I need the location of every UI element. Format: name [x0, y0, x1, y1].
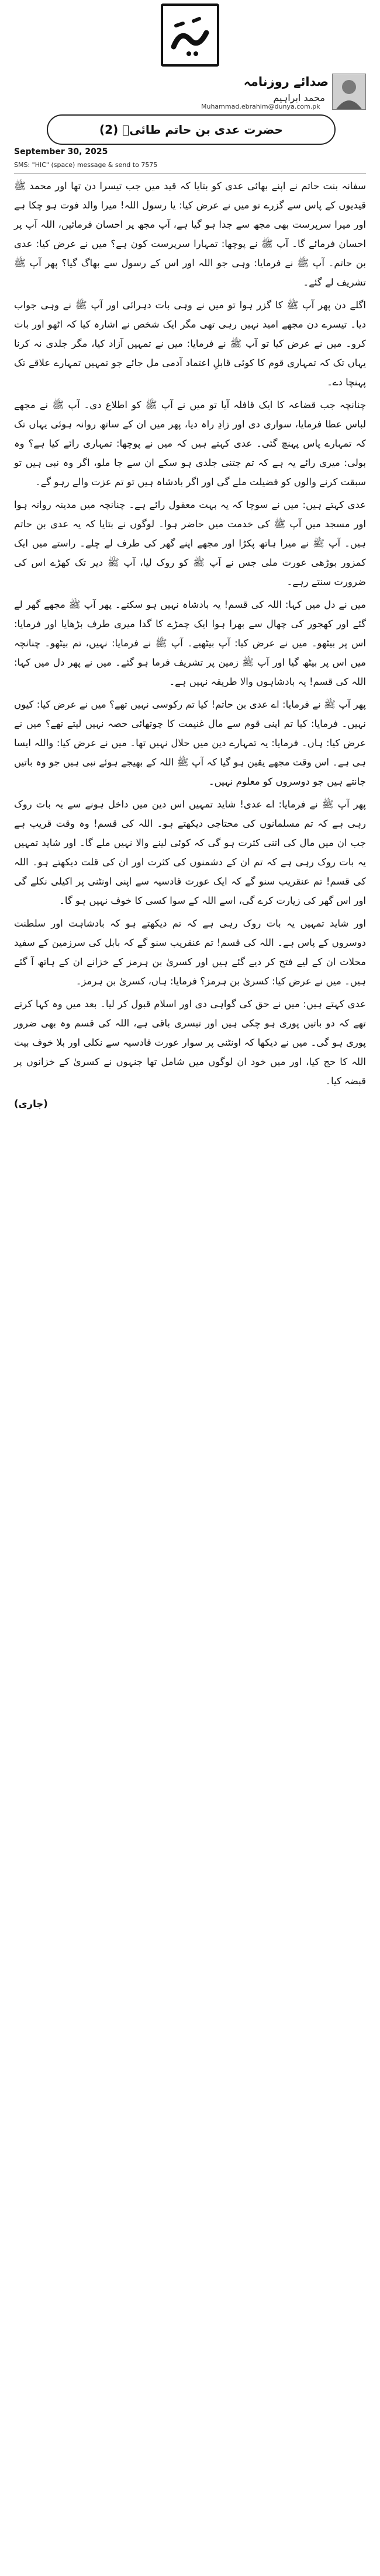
paragraph: میں نے دل میں کہا: اللہ کی قسم! یہ بادشاہ نہیں ہو سکتے۔ پھر آپ ﷺ مجھے گھر لے گئے اور کھجور کی چھال سے بھرا ہوا ایک چمڑے کا گدا میری طرف بڑھایا اور فرمایا: اس پر بیٹھو۔ میں نے عرض کیا: آپ بیٹھیے۔ آپ ﷺ نے فرمایا: نہیں، تم بیٹھو۔ چنانچہ میں اس پر بیٹھ گیا اور آپ ﷺ زمین پر تشریف فرما ہو گئے۔ میں نے پھر دل میں کہا: اللہ کی قسم! یہ بادشاہوں والا طریقہ نہیں ہے۔ [14, 599, 366, 687]
sms-instruction: SMS: "HIC" (space) message & send to 7575 [14, 161, 158, 169]
paragraph: عدی کہتے ہیں: میں نے حق کی گواہی دی اور اسلام قبول کر لیا۔ بعد میں وہ کہا کرتے تھے کہ دو باتیں پوری ہو چکی ہیں اور تیسری باقی ہے، اللہ کی قسم وہ بھی ضرور پوری ہو گی۔ میں نے دیکھا کہ اونٹنی پر سوار عورت قادسیہ سے نکلی اور بلا خوف بیت اللہ کا حج کیا، اور میں خود ان لوگوں میں شامل تھا جنہوں نے کسریٰ کے خزانوں پر قبضہ کیا۔ [14, 998, 366, 1087]
article-date: September 30, 2025 [14, 147, 108, 156]
column-name: صدائے روزنامہ [243, 75, 329, 89]
author-email[interactable]: Muhammad.ebrahim@dunya.com.pk [201, 103, 320, 110]
dunya-logo-icon [163, 6, 217, 64]
paragraph: چنانچہ جب قضاعہ کا ایک قافلہ آیا تو میں نے آپ ﷺ کو اطلاع دی۔ آپ ﷺ نے مجھے لباس عطا فرمایا، سواری دی اور زادِ راہ دیا، پھر میں ان کے ساتھ روانہ ہوئی یہاں تک کہ تمہارے پاس پہنچ گئی۔ عدی کہتے ہیں کہ میں نے پوچھا: تمہاری رائے کیا ہے؟ وہ بولی: میری رائے یہ ہے کہ تم جتنی جلدی ہو سکے ان سے جا ملو، اگر وہ نبی ہیں تو سبقت کرنے والوں کو فضیلت ملے گی اور اگر بادشاہ ہیں تو تم عزت والے رہو گے۔ [14, 399, 366, 488]
newspaper-logo [161, 4, 219, 67]
paragraph: عدی کہتے ہیں: میں نے سوچا کہ یہ بہت معقول رائے ہے۔ چنانچہ میں مدینہ روانہ ہوا اور مسجد میں آپ ﷺ کی خدمت میں حاضر ہوا۔ لوگوں نے بتایا کہ یہ عدی بن حاتم ہیں۔ آپ ﷺ نے میرا ہاتھ پکڑا اور مجھے اپنے گھر کی طرف لے چلے۔ راستے میں ایک کمزور بوڑھی عورت ملی جس نے آپ ﷺ کو روک لیا، آپ ﷺ دیر تک کھڑے اس کی ضرورت سنتے رہے۔ [14, 499, 366, 587]
paragraph: اور شاید تمہیں یہ بات روک رہی ہے کہ تم دیکھتے ہو کہ بادشاہت اور سلطنت دوسروں کے پاس ہے۔ اللہ کی قسم! تم عنقریب سنو گے کہ بابل کی سرزمین کے سفید محلات ان کے لیے فتح کر دیے گئے ہیں اور کسریٰ بن ہرمز کے خزانے ان کے ہاتھ آ گئے ہیں۔ میں نے عرض کیا: کسریٰ بن ہرمز؟ فرمایا: ہاں، کسریٰ بن ہرمز۔ [14, 918, 366, 987]
person-icon [333, 74, 365, 109]
author-name: محمد ابراہیم [273, 92, 325, 103]
author-photo [332, 74, 366, 110]
paragraph: پھر آپ ﷺ نے فرمایا: اے عدی بن حاتم! کیا تم رکوسی نہیں تھے؟ میں نے عرض کیا: کیوں نہیں۔ فرمایا: کیا تم اپنی قوم سے مال غنیمت کا چوتھائی حصہ نہیں لیتے تھے؟ میں نے عرض کیا: ہاں۔ فرمایا: یہ تمہارے دین میں حلال نہیں تھا۔ میں نے عرض کیا: واللہ ایسا ہی ہے۔ اس وقت مجھے یقین ہو گیا کہ آپ ﷺ اللہ کے بھیجے ہوئے نبی ہیں جو وہ باتیں جانتے ہیں جو دوسروں کو معلوم نہیں۔ [14, 699, 366, 787]
article-title-banner [47, 114, 336, 145]
article-body [14, 176, 366, 1117]
article-title: حضرت عدی بن حاتم طائیؓ (2) [99, 123, 283, 137]
paragraph: اگلے دن پھر آپ ﷺ کا گزر ہوا تو میں نے وہی بات دہرائی اور آپ ﷺ نے وہی جواب دیا۔ تیسرے دن مجھے امید نہیں رہی تھی مگر ایک شخص نے اشارہ کیا کہ اٹھو اور بات کرو۔ میں نے عرض کیا تو آپ ﷺ نے فرمایا: میں نے تمہیں آزاد کیا، مگر جلدی نہ کرنا یہاں تک کہ تمہاری قوم کا کوئی قابلِ اعتماد آدمی مل جائے جو تمہیں تمہارے علاقے تک پہنچا دے۔ [14, 300, 366, 388]
paragraph: پھر آپ ﷺ نے فرمایا: اے عدی! شاید تمہیں اس دین میں داخل ہونے سے یہ بات روک رہی ہے کہ تم مسلمانوں کی محتاجی دیکھتے ہو۔ اللہ کی قسم! وہ وقت قریب ہے جب ان میں مال کی اتنی کثرت ہو گی کہ کوئی لینے والا نہیں ملے گا۔ اور شاید تمہیں یہ بات روک رہی ہے کہ تم ان کے دشمنوں کی کثرت اور ان کی قلت دیکھتے ہو۔ اللہ کی قسم! تم عنقریب سنو گے کہ ایک عورت قادسیہ سے اپنی اونٹنی پر اکیلی نکلے گی اور اس گھر کی زیارت کرے گی، اسے اللہ کے سوا کسی کا خوف نہیں ہو گا۔ [14, 799, 366, 906]
continued-marker: (جاری) [14, 1098, 48, 1109]
paragraph: سفانہ بنت حاتم نے اپنے بھائی عدی کو بتایا کہ قید میں جب تیسرا دن تھا اور محمد ﷺ قیدیوں کے پاس سے گزرے تو میں نے عرض کیا: یا رسول اللہ! میرا والد فوت ہو چکا ہے اور میرا سرپرست بھی مجھ سے جدا ہو گیا ہے، آپ مجھ پر احسان فرمائیں، اللہ آپ پر احسان فرمائے گا۔ آپ ﷺ نے پوچھا: تمہارا سرپرست کون ہے؟ میں نے عرض کیا: عدی بن حاتم۔ آپ ﷺ نے فرمایا: وہی جو اللہ اور اس کے رسول سے بھاگ گیا؟ پھر آپ ﷺ تشریف لے گئے۔ [14, 180, 366, 288]
masthead [0, 0, 380, 70]
column-header [14, 74, 366, 111]
